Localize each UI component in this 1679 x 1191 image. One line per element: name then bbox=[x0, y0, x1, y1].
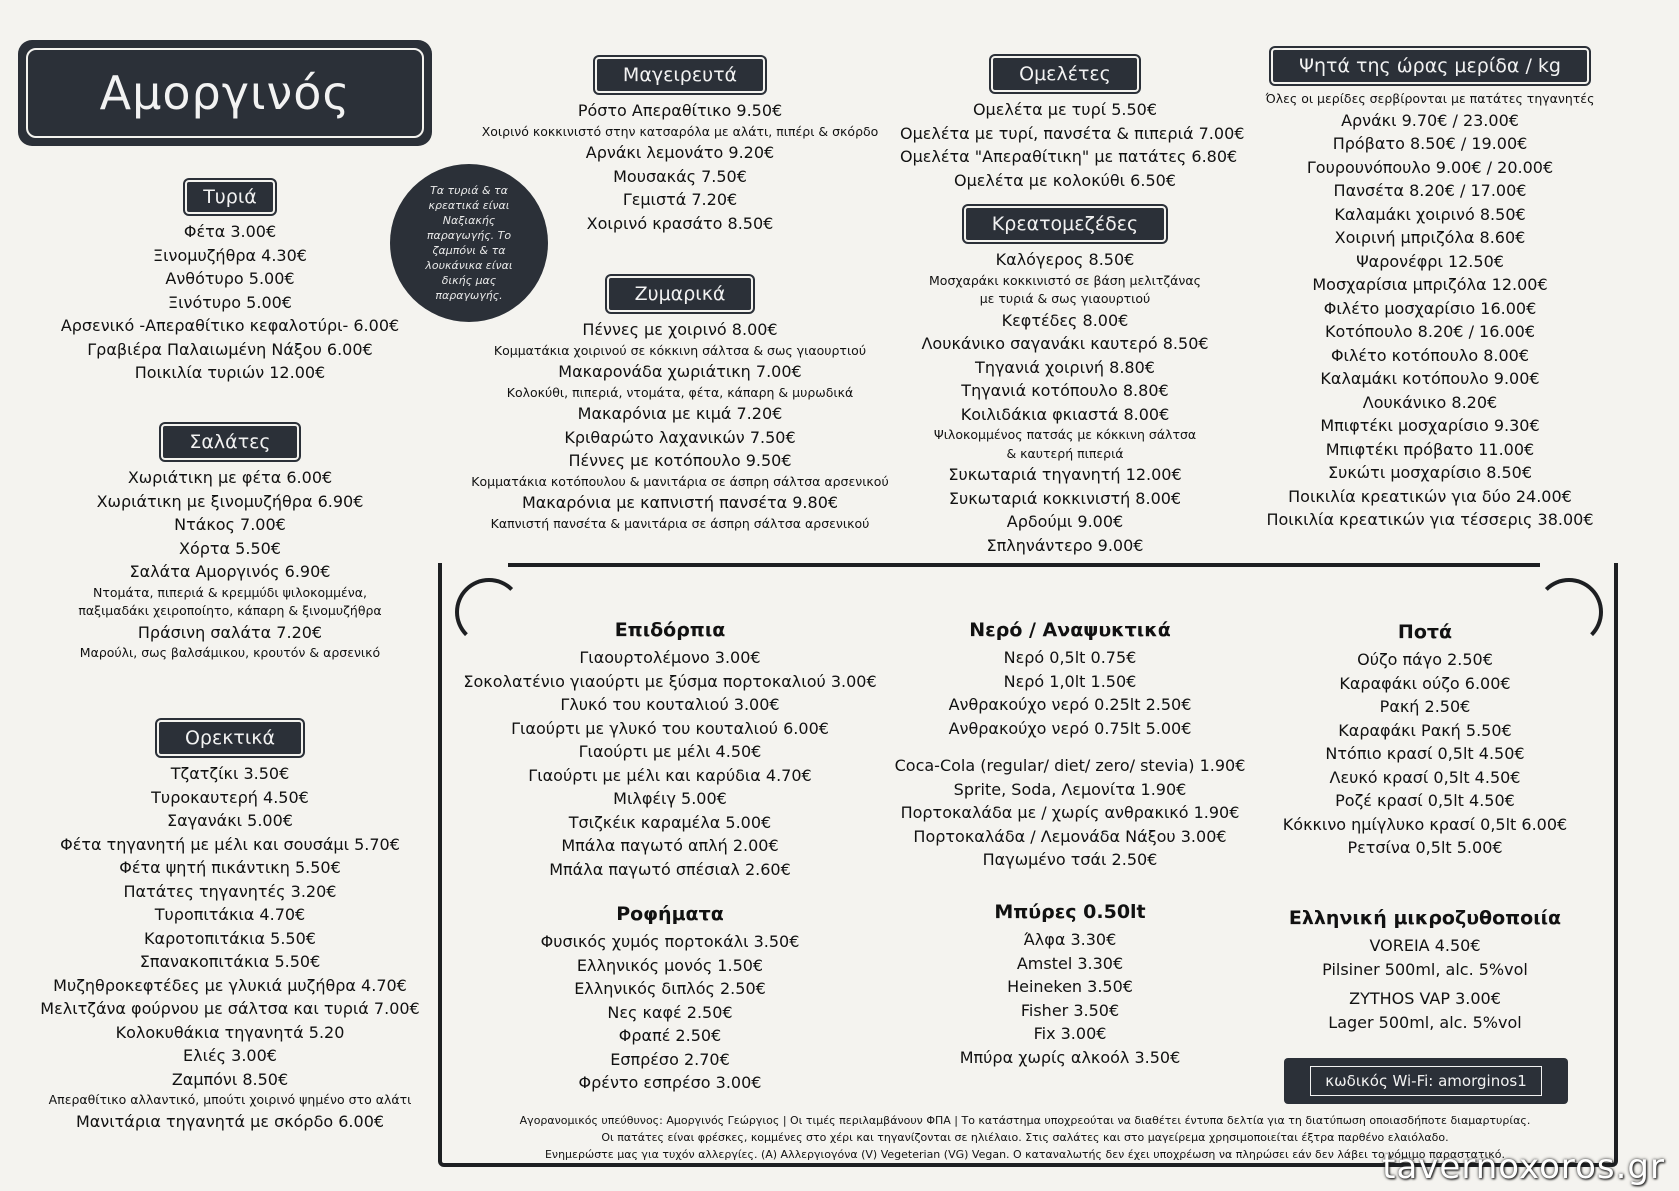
menu-item: Pilsiner 500ml, alc. 5%vol bbox=[1322, 959, 1528, 979]
menu-item: Πορτοκαλάδα / Λεμονάδα Νάξου 3.00€ bbox=[913, 826, 1227, 846]
menu-item: Fisher 3.50€ bbox=[1020, 1000, 1120, 1020]
menu-item: Sprite, Soda, Λεμονίτα 1.90€ bbox=[953, 779, 1187, 799]
menu-item: Γεμιστά 7.20€ bbox=[622, 190, 738, 209]
menu-item: Καραφάκι Ρακή 5.50€ bbox=[1338, 720, 1512, 740]
item-description: Κομματάκια κοτόπουλου & μανιτάρια σε άσπρη σάλτσα αρσενικού bbox=[471, 473, 889, 489]
menu-item: Γιαούρτι με γλυκό του κουταλιού 6.00€ bbox=[511, 718, 829, 738]
menu-item: Fix 3.00€ bbox=[1033, 1024, 1107, 1043]
menu-item: Αρνάκι λεμονάτο 9.20€ bbox=[585, 143, 775, 162]
spirits-section bbox=[1260, 618, 1590, 860]
cheeses-section bbox=[30, 178, 430, 385]
menu-item: Μελιτζάνα φούρνου με σάλτσα και τυριά 7.00€ bbox=[40, 999, 420, 1018]
menu-item: Σαγανάκι 5.00€ bbox=[167, 811, 293, 830]
menu-item: Καλόγερος 8.50€ bbox=[995, 250, 1135, 269]
appetizers-header: Ορεκτικά bbox=[157, 720, 303, 756]
menu-item: Ρετσίνα 0,5lt 5.00€ bbox=[1347, 838, 1503, 857]
item-description: & καυτερή πιπεριά bbox=[1006, 445, 1124, 461]
grilled-header: Ψητά της ώρας μερίδα / kg bbox=[1271, 48, 1589, 84]
menu-item: Πέννες με χοιρινό 8.00€ bbox=[582, 320, 778, 339]
menu-item: Μιλφέιγ 5.00€ bbox=[613, 789, 727, 808]
menu-item: Heineken 3.50€ bbox=[1007, 977, 1133, 996]
item-description: Ψιλοκομμένος πατσάς με κόκκινη σάλτσα bbox=[933, 427, 1197, 442]
item-description: Καπνιστή πανσέτα & μανιτάρια σε άσπρη σάλτσα αρσενικού bbox=[490, 515, 870, 531]
menu-item: Γραβιέρα Παλαιωμένη Νάξου 6.00€ bbox=[87, 339, 373, 359]
pasta-header: Ζυμαρικά bbox=[607, 276, 754, 312]
menu-item: Ξινομυζήθρα 4.30€ bbox=[153, 245, 307, 265]
menu-item: Ζαμπόνι 8.50€ bbox=[171, 1069, 289, 1089]
menu-item: Τζατζίκι 3.50€ bbox=[170, 764, 290, 783]
cooked-dishes-section bbox=[455, 55, 905, 235]
pasta-section bbox=[445, 274, 915, 533]
menu-item: Γιαούρτι με μέλι 4.50€ bbox=[578, 742, 762, 761]
menu-item: Φέτα 3.00€ bbox=[183, 222, 277, 241]
menu-item: Μανιτάρια τηγανητά με σκόρδο 6.00€ bbox=[75, 1111, 385, 1131]
spacer bbox=[890, 740, 1250, 754]
origin-note-text: Τα τυριά & τα κρεατικά είναι Ναξιακής παραγωγής. Το ζαμπόνι & τα λουκάνικα είναι δικής μας παραγωγής. bbox=[425, 184, 513, 302]
menu-item: Καραφάκι ούζο 6.00€ bbox=[1339, 673, 1511, 693]
salads-section bbox=[30, 422, 430, 663]
meat-appetizers-header: Κρεατομεζέδες bbox=[964, 206, 1166, 242]
menu-item: Ομελέτα με τυρί 5.50€ bbox=[972, 100, 1158, 119]
wifi-banner bbox=[1284, 1058, 1568, 1104]
menu-item: Μοσχαρίσια μπριζόλα 12.00€ bbox=[1312, 275, 1548, 294]
menu-item: Ποικιλία κρεατικών για δύο 24.00€ bbox=[1288, 486, 1572, 506]
menu-item: Φραπέ 2.50€ bbox=[618, 1026, 722, 1045]
menu-item: Αρνάκι 9.70€ / 23.00€ bbox=[1341, 110, 1519, 130]
menu-item: Νες καφέ 2.50€ bbox=[607, 1002, 733, 1022]
restaurant-logo bbox=[18, 40, 432, 146]
item-description: Μοσχαράκι κοκκινιστό σε βάση μελιτζάνας bbox=[929, 272, 1201, 288]
menu-item: Ροζέ κρασί 0,5lt 4.50€ bbox=[1335, 791, 1515, 810]
menu-item: Ομελέτα "Απεραθίτικη" με πατάτες 6.80€ bbox=[900, 147, 1238, 166]
menu-item: Coca-Cola (regular/ diet/ zero/ stevia) 1.90€ bbox=[894, 756, 1246, 775]
menu-item: Λευκό κρασί 0,5lt 4.50€ bbox=[1329, 767, 1521, 787]
menu-item: Χοιρινό κρασάτο 8.50€ bbox=[586, 213, 774, 233]
menu-item: Ελληνικός διπλός 2.50€ bbox=[574, 979, 766, 998]
salads-header: Σαλάτες bbox=[161, 424, 298, 460]
menu-item: Γλυκό του κουταλιού 3.00€ bbox=[560, 695, 780, 714]
menu-item: ZYTHOS VAP 3.00€ bbox=[1349, 989, 1501, 1008]
menu-item: Τηγανιά κοτόπουλο 8.80€ bbox=[961, 381, 1169, 400]
hot-drinks-header: Ροφήματα bbox=[616, 903, 724, 925]
menu-item: Γιαούρτι με μέλι και καρύδια 4.70€ bbox=[528, 765, 812, 785]
omelettes-header: Ομελέτες bbox=[991, 56, 1139, 92]
wifi-password: κωδικός Wi-Fi: amorginos1 bbox=[1310, 1066, 1541, 1096]
menu-item: Lager 500ml, alc. 5%vol bbox=[1328, 1012, 1522, 1032]
menu-item: Ντόπιο κρασί 0,5lt 4.50€ bbox=[1325, 744, 1525, 763]
microbrewery-header: Ελληνική μικροζυθοποιία bbox=[1288, 907, 1562, 929]
meat-appetizers-section bbox=[900, 204, 1230, 557]
menu-item: Ομελέτα με κολοκύθι 6.50€ bbox=[954, 170, 1176, 190]
menu-item: Λουκάνικο σαγανάκι καυτερό 8.50€ bbox=[921, 334, 1209, 353]
menu-item: Σοκολατένιο γιαούρτι με ξύσμα πορτοκαλιού 3.00€ bbox=[463, 671, 877, 691]
menu-item: Πανσέτα 8.20€ / 17.00€ bbox=[1333, 181, 1527, 200]
menu-item: Ομελέτα με τυρί, πανσέτα & πιπεριά 7.00€ bbox=[900, 123, 1245, 143]
menu-item: Νερό 1,0lt 1.50€ bbox=[1003, 671, 1137, 691]
menu-item: Κεφτέδες 8.00€ bbox=[1001, 310, 1129, 330]
menu-item: Συκωταριά τηγανητή 12.00€ bbox=[948, 465, 1182, 484]
menu-item: Χωριάτικη με ξινομυζήθρα 6.90€ bbox=[96, 491, 364, 511]
beers-section bbox=[910, 898, 1230, 1069]
menu-item: Μουσακάς 7.50€ bbox=[613, 166, 747, 186]
footer-line: Ενημερώστε μας για τυχόν αλλεργίες. (A) Αλλεργιογόνα (V) Vegeterian (VG) Vegan. Ο καταναλωτής δεν έχει υποχρέωση να πληρώσει εάν δεν λάβει το νόμιμο παραστατικό. bbox=[544, 1148, 1505, 1161]
item-description: Κομματάκια χοιρινού σε κόκκινη σάλτσα & σως γιαουρτιού bbox=[493, 342, 867, 358]
menu-item: Καλαμάκι χοιρινό 8.50€ bbox=[1334, 204, 1526, 224]
item-description: παξιμαδάκι χειροποίητο, κάπαρη & ξινομυζήθρα bbox=[78, 603, 382, 618]
menu-item: Καλαμάκι κοτόπουλο 9.00€ bbox=[1320, 369, 1540, 388]
item-description: Ντομάτα, πιπεριά & κρεμμύδι ψιλοκομμένα, bbox=[92, 584, 367, 600]
soft-drinks-header: Νερό / Αναψυκτικά bbox=[969, 619, 1171, 641]
menu-item: Αρσενικό -Απεραθίτικο κεφαλοτύρι- 6.00€ bbox=[60, 316, 400, 335]
menu-item: Ποικιλία τυριών 12.00€ bbox=[134, 363, 326, 382]
item-description: Κολοκύθι, πιπεριά, ντομάτα, φέτα, κάπαρη & μυρωδικά bbox=[506, 384, 854, 400]
site-watermark: tavernoxoros.gr bbox=[1382, 1147, 1665, 1187]
menu-item: Μπύρα χωρίς αλκοόλ 3.50€ bbox=[959, 1047, 1181, 1067]
menu-item: Ρόστο Απεραθίτικο 9.50€ bbox=[577, 101, 783, 120]
menu-item: Ανθότυρο 5.00€ bbox=[165, 269, 295, 288]
omelettes-section bbox=[900, 54, 1245, 192]
menu-item: Φέτα ψητή πικάντικη 5.50€ bbox=[119, 858, 341, 877]
menu-item: Μακαρόνια με καπνιστή πανσέτα 9.80€ bbox=[521, 493, 839, 512]
menu-item: Συκώτι μοσχαρίσιο 8.50€ bbox=[1327, 463, 1533, 482]
menu-item: Amstel 3.30€ bbox=[1016, 953, 1124, 973]
menu-item: Φιλέτο κοτόπουλο 8.00€ bbox=[1330, 345, 1530, 365]
cheeses-header: Τυριά bbox=[185, 180, 275, 214]
menu-item: Φέτα τηγανητή με μέλι και σουσάμι 5.70€ bbox=[60, 834, 400, 854]
item-description: Μαρούλι, σως βαλσάμικου, κρουτόν & αρσενικό bbox=[79, 645, 381, 660]
soft-drinks-section bbox=[890, 616, 1250, 872]
menu-item: Ελιές 3.00€ bbox=[183, 1046, 277, 1065]
menu-item: Χοιρινή μπριζόλα 8.60€ bbox=[1334, 228, 1526, 247]
menu-item: Κολοκυθάκια τηγανητά 5.20 bbox=[115, 1022, 345, 1042]
footer-line: Οι πατάτες είναι φρέσκες, κομμένες στο χέρι και τηγανίζονται σε ηλιέλαιο. Στις σαλάτες και στο μαγείρεμα χρησιμοποιείται έξτρα παρθένο ελαιόλαδο. bbox=[601, 1131, 1449, 1144]
menu-item: Γιαουρτολέμονο 3.00€ bbox=[579, 648, 761, 667]
menu-item: Νερό 0,5lt 0.75€ bbox=[1003, 648, 1137, 667]
menu-item: Κριθαρώτο λαχανικών 7.50€ bbox=[564, 427, 796, 447]
menu-item: Φιλέτο μοσχαρίσιο 16.00€ bbox=[1323, 298, 1537, 318]
menu-item: Ανθρακούχο νερό 0.25lt 2.50€ bbox=[948, 695, 1192, 714]
menu-item: Άλφα 3.30€ bbox=[1023, 930, 1117, 949]
item-description: με τυριά & σως γιαουρτιού bbox=[979, 291, 1151, 306]
menu-item: Φυσικός χυμός πορτοκάλι 3.50€ bbox=[540, 932, 800, 951]
desserts-header: Επιδόρπια bbox=[614, 619, 726, 641]
menu-item: Πράσινη σαλάτα 7.20€ bbox=[137, 622, 323, 642]
menu-item: Μακαρόνια με κιμά 7.20€ bbox=[577, 404, 783, 423]
grilled-section bbox=[1240, 46, 1620, 532]
menu-item: Χόρτα 5.50€ bbox=[179, 538, 281, 558]
menu-item: Λουκάνικο 8.20€ bbox=[1362, 392, 1498, 412]
item-description: Χοιρινό κοκκινιστό στην κατσαρόλα με αλάτι, πιπέρι & σκόρδο bbox=[481, 123, 879, 139]
restaurant-name: Αμοργινός bbox=[99, 66, 351, 120]
menu-item: Χωριάτικη με φέτα 6.00€ bbox=[127, 468, 333, 487]
menu-item: Μπιφτέκι πρόβατο 11.00€ bbox=[1325, 439, 1535, 459]
menu-item: Φρέντο εσπρέσο 3.00€ bbox=[578, 1073, 762, 1092]
menu-item: Πορτοκαλάδα με / χωρίς ανθρακικό 1.90€ bbox=[900, 803, 1240, 822]
desserts-section bbox=[455, 616, 885, 881]
menu-item: Μυζηθροκεφτέδες με γλυκιά μυζήθρα 4.70€ bbox=[53, 975, 407, 995]
section-note: Όλες οι μερίδες σερβίρονται με πατάτες τηγανητές bbox=[1265, 91, 1595, 106]
menu-item: Μπιφτέκι μοσχαρίσιο 9.30€ bbox=[1320, 416, 1540, 435]
menu-item: Μακαρονάδα χωριάτικη 7.00€ bbox=[558, 362, 802, 381]
menu-item: Ψαρονέφρι 12.50€ bbox=[1356, 251, 1504, 271]
hot-drinks-section bbox=[475, 900, 865, 1095]
menu-item: Πέννες με κοτόπουλο 9.50€ bbox=[568, 451, 792, 470]
beers-header: Μπύρες 0.50lt bbox=[994, 901, 1146, 923]
menu-item: Σπανακοπιτάκια 5.50€ bbox=[139, 952, 321, 971]
menu-item: Μπάλα παγωτό απλή 2.00€ bbox=[561, 836, 779, 855]
menu-item: Τυροπιτάκια 4.70€ bbox=[154, 905, 306, 924]
menu-item: Σπληνάντερο 9.00€ bbox=[986, 535, 1144, 555]
footer-line: Αγορανομικός υπεύθυνος: Αμοργινός Γεώργιος | Οι τιμές περιλαμβάνουν ΦΠΑ | Το κατάστημα υποχρεούται να διαθέτει έντυπα δελτία για τη διατύπωση οποιασδήποτε διαμαρτυρίας. bbox=[519, 1114, 1531, 1127]
menu-item: Ποικιλία κρεατικών για τέσσερις 38.00€ bbox=[1266, 510, 1594, 529]
menu-item: Καροτοπιτάκια 5.50€ bbox=[144, 928, 316, 948]
menu-item: Κοιλιδάκια φκιαστά 8.00€ bbox=[960, 404, 1170, 424]
menu-item: Μπάλα παγωτό σπέσιαλ 2.60€ bbox=[549, 859, 791, 879]
menu-item: Κόκκινο ημίγλυκο κρασί 0,5lt 6.00€ bbox=[1282, 814, 1568, 834]
menu-item: Ξινότυρο 5.00€ bbox=[168, 292, 292, 312]
menu-item: Τσιζκέικ καραμέλα 5.00€ bbox=[568, 812, 772, 832]
microbrewery-section bbox=[1270, 904, 1580, 1034]
menu-item: Σαλάτα Αμοργινός 6.90€ bbox=[129, 562, 331, 581]
menu-item: Γουρουνόπουλο 9.00€ / 20.00€ bbox=[1306, 157, 1554, 177]
menu-item: Συκωταριά κοκκινιστή 8.00€ bbox=[948, 488, 1182, 508]
menu-item: VOREIA 4.50€ bbox=[1369, 936, 1481, 955]
menu-item: Ούζο πάγο 2.50€ bbox=[1357, 650, 1493, 669]
appetizers-section bbox=[25, 718, 435, 1133]
menu-item: Τυροκαυτερή 4.50€ bbox=[151, 787, 309, 807]
cooked-dishes-header: Μαγειρευτά bbox=[595, 57, 765, 93]
menu-item: Αρδούμι 9.00€ bbox=[1006, 512, 1124, 531]
menu-item: Κοτόπουλο 8.20€ / 16.00€ bbox=[1324, 322, 1536, 341]
menu-item: Τηγανιά χοιρινή 8.80€ bbox=[975, 357, 1155, 377]
menu-item: Ρακή 2.50€ bbox=[1379, 697, 1471, 716]
menu-item: Παγωμένο τσάι 2.50€ bbox=[982, 850, 1158, 869]
menu-item: Πατάτες τηγανητές 3.20€ bbox=[123, 881, 337, 901]
spirits-header: Ποτά bbox=[1397, 621, 1453, 643]
item-description: Απεραθίτικο αλλαντικό, μπούτι χοιρινό ψημένο στο αλάτι bbox=[48, 1092, 412, 1107]
menu-item: Ντάκος 7.00€ bbox=[174, 515, 286, 534]
menu-item: Εσπρέσο 2.70€ bbox=[610, 1049, 730, 1069]
menu-item: Ανθρακούχο νερό 0.75lt 5.00€ bbox=[948, 718, 1192, 738]
frame-top-border bbox=[508, 563, 1540, 567]
menu-item: Πρόβατο 8.50€ / 19.00€ bbox=[1332, 134, 1528, 153]
menu-item: Ελληνικός μονός 1.50€ bbox=[576, 955, 764, 975]
